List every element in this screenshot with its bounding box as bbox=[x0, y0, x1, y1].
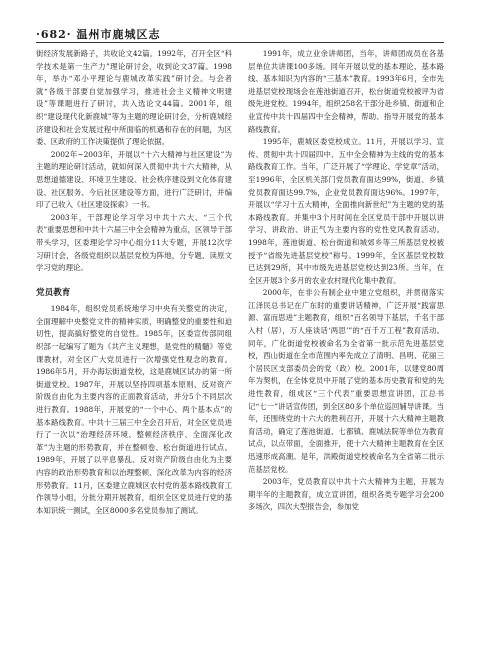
paragraph: 街经济发展新路子，共收论文42篇。1992年，召开全区“科学技术是第一生产力”理论研讨会，收到论文37篇。1998年，举办“邓小平理论与鹿城改革实践”研讨会。与会者就“各级干部要自觉加强学习，推进社会主义精神文明建设”等课题进行了研讨，共入选论文44篇。2001年，组织“建设现代化新鹿城”等为主题的理论研讨会，分析鹿城经济建设和社会发展过程中所面临的机遇和存在的问题，为区委、区政府的工作决策提供了理论依据。 bbox=[36, 49, 232, 147]
book-title: 温州市鹿城区志 bbox=[76, 28, 161, 41]
paragraph: 1995年，鹿城区委党校成立。11月，开展以学习、宣传、贯彻中共十四届四中、五中全会精神为主线的党的基本路线教育工作。当年，广泛开展了“学理论、学党章”活动，至1996年，全区机关部门党员教育面达99%，街道、乡镇党员教育面达99.7%，企业党员教育面达96%。1997年，开展以“学习十五大精神，全面推向新世纪”为主题的党的基本路线教育。并集中3个月时间在全区党员干部中开展以讲学习、讲政治、讲正气为主要内容的党性党风教育活动。1998年，莲池街道、松台街道和城郊乡等三所基层党校被授予“省级先进基层党校”称号。1999年，全区基层党校数已达到29所，其中市级先进基层党校达到23所。当年，在全区开展3个多月的农业农村现代化集中教育。 bbox=[248, 137, 444, 285]
right-column bbox=[248, 48, 444, 638]
page-number: ·682· bbox=[36, 28, 72, 41]
section-title: 党员教育 bbox=[36, 287, 71, 298]
paragraph: 1984年，组织党员系统地学习中央有关整党的决定，全面理解中央整党文件的精神实质，明确整党的重要性和迫切性，提高搞好整党的自觉性。1985年，区委宣传部同组织部一起编写了题为《共产主义理想，是党性的精髓》等党课教材，对全区广大党员进行一次增强党性观念的教育。1986年5月，开办海坛街道党校，这是鹿城区试办的第一所街道党校。1987年，开展以坚持四项基本原则、反对资产阶级自由化为主要内容的正面教育活动，并分5个不同层次进行教育。1988年，开展党的“一个中心、两个基本点”的基本路线教育。中共十三届三中全会召开后，对全区党员进行了一次以“治理经济环境、整顿经济秩序、全面深化改革”为主题的形势教育，并在整顿卷、松台街道进行试点。1989年，开展了以平息暴乱、反对资产阶级自由化为主要内容的政治形势教育和以治理整顿、深化改革为内容的经济形势教育。11月，区委建立鹿城区农村党的基本路线教育工作领导小组，分批分期开展教育，组织全区党员进行党的基本知识统一测试，全区8000多名党员参加了测试。 bbox=[36, 304, 232, 515]
page-header bbox=[36, 26, 444, 42]
paragraph: 2003年，党员教育以中共十六大精神为主题，开展为期半年的主题教育，成立宣讲团，组织各类专题学习会200多场次，四次大型报告会，参加党 bbox=[248, 477, 444, 512]
paragraph: 2002年~2003年，开展以“十六大精神与社区建设”为主题的理论研讨活动，就如何深入贯彻中共十六大精神，从思想道德建设、环境卫生建设、社会秩序建设到文化体育建设、社区服务、今后社区建设等方面，进行广泛研讨，并编印了已收入《社区建设探索》一书。 bbox=[36, 149, 232, 210]
paragraph: 2000年，在非公有制企业中建立党组织，并贯彻落实江泽民总书记在广东时的重要讲话精神，广泛开展“践富思源、富而思进”主题教育，组织“百名领导下基层，千名干部入村（居），万人座谈话‘两思’”的“百千万工程”教育活动。同年，广化街道党校被命名为全省第一批示范先进基层党校，西山街道在全市范围内率先成立了清明、昌明、花丽三个居民区支部委员会的党（政）校。2001年，以建党80周年为契机，在全体党员中开展了党的基本历史教育和党的先进性教育，组成区“三个代表”重要思想宣讲团，江总书记“七一”讲话宣传团，到全区80多个单位巡回辅导讲课。当年，还围绕党的十六大的胜利召开，开展十六大精神主题教育活动，确定了莲池街道、七都镇、鹿城法院等单位为教育试点，以点带面，全面推开，使十六大精神主题教育在全区迅速形成高潮。是年，洪殿街道党校被命名为全省第二批示范基层党校。 bbox=[248, 288, 444, 474]
left-column bbox=[36, 48, 232, 638]
header-rule bbox=[36, 42, 444, 43]
paragraph: 2003年，干部理论学习学习中共十六大、“三个代表”重要思想和中共十六届三中全会精神为重点，区领导干部带头学习，区委理论学习中心组分11大专题，开展12次学习研讨会，各级党组织以基层党校为阵地，分专题、读原文学习党的理论。 bbox=[36, 212, 232, 273]
paragraph: 1991年，成立业余讲师团，当年，讲师团成员在各基层单位共讲课100多场。同年开展以党的基本理论、基本路线、基本知识为内容的“三基本”教育。1993年6月，全市先进基层党校现场会在莲池街道召开，松台街道党校被评为省级先进党校。1994年，组织258名干部分赴乡镇、街道和企业宣传中共十四届四中全会精神，帮助、指导开展党的基本路线教育。 bbox=[248, 49, 444, 134]
